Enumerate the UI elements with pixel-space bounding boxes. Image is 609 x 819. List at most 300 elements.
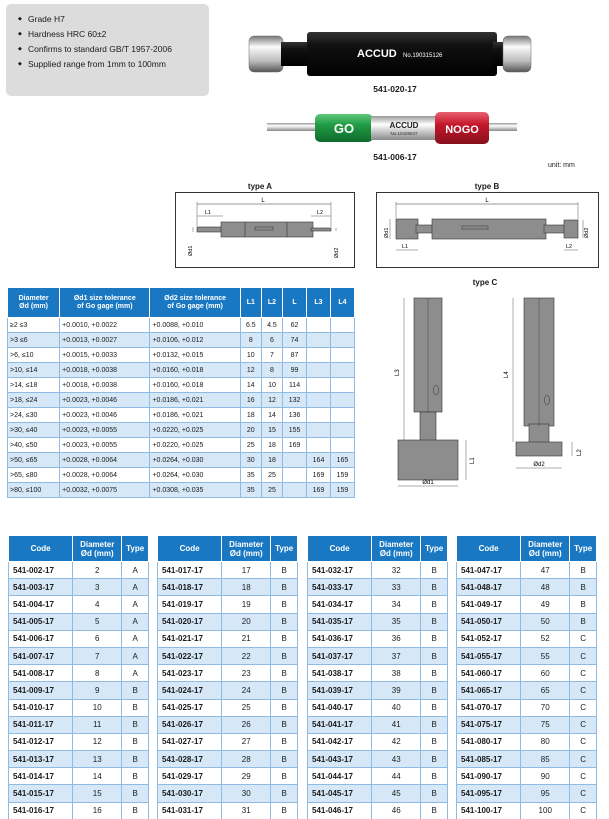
table-row [9, 785, 149, 802]
table-row [457, 682, 597, 699]
table-row [8, 483, 355, 498]
product-code-cell: 541-016-17 [9, 802, 73, 819]
table-row [9, 630, 149, 647]
table-cell: 21 [222, 630, 271, 647]
column-header: Code [308, 536, 372, 562]
plug-gauge-image-1 [245, 28, 535, 80]
table-cell: 18 [261, 453, 282, 468]
product-code-cell: 541-006-17 [9, 630, 73, 647]
table-cell: 30 [222, 785, 271, 802]
table-cell: 132 [283, 393, 307, 408]
table-row [457, 613, 597, 630]
table-cell: B [421, 665, 448, 682]
table-cell: 22 [222, 647, 271, 664]
plug-gauge-image-2 [265, 108, 520, 148]
table-cell: +0.0028, +0.0064 [60, 453, 150, 468]
table-cell: B [421, 613, 448, 630]
table-cell: 13 [73, 751, 122, 768]
table-cell: 9 [73, 682, 122, 699]
table-cell: 25 [240, 438, 261, 453]
table-cell: +0.0028, +0.0064 [60, 468, 150, 483]
dim-l2: L2 [317, 210, 324, 216]
table-cell [307, 333, 331, 348]
table-cell: +0.0018, +0.0038 [60, 363, 150, 378]
table-cell: B [421, 768, 448, 785]
table-cell: A [122, 562, 149, 579]
table-cell: +0.0018, +0.0038 [60, 378, 150, 393]
table-cell: B [421, 562, 448, 579]
table-cell: +0.0132, +0.015 [150, 348, 240, 363]
table-cell: C [570, 768, 597, 785]
table-row [308, 768, 448, 785]
table-cell: B [271, 802, 298, 819]
table-cell [283, 453, 307, 468]
table-cell: B [421, 630, 448, 647]
table-row [9, 647, 149, 664]
product-code-cell: 541-055-17 [457, 647, 521, 664]
table-cell: B [421, 751, 448, 768]
table-cell: 159 [330, 468, 354, 483]
table-cell: +0.0013, +0.0027 [60, 333, 150, 348]
table-cell: B [122, 768, 149, 785]
column-header: Type [570, 536, 597, 562]
table-cell: A [122, 665, 149, 682]
table-cell: A [122, 579, 149, 596]
table-row [457, 630, 597, 647]
table-row [457, 562, 597, 579]
table-cell: 155 [283, 423, 307, 438]
column-header: Type [122, 536, 149, 562]
table-cell: 95 [521, 785, 570, 802]
product-code-cell: 541-021-17 [158, 630, 222, 647]
table-cell: B [271, 665, 298, 682]
table-cell: C [570, 665, 597, 682]
table-cell: 165 [330, 453, 354, 468]
table-cell: 164 [307, 453, 331, 468]
table-cell: C [570, 716, 597, 733]
table-row [158, 699, 298, 716]
table-row [158, 802, 298, 819]
table-row [457, 579, 597, 596]
product-code-cell: 541-065-17 [457, 682, 521, 699]
product-code-1: 541-020-17 [373, 84, 417, 94]
table-cell: B [271, 733, 298, 750]
table-cell [307, 318, 331, 333]
dim-l1: L1 [205, 210, 212, 216]
table-cell: 39 [372, 682, 421, 699]
table-cell: +0.0023, +0.0046 [60, 393, 150, 408]
table-row [457, 768, 597, 785]
table-cell: 35 [240, 483, 261, 498]
table-cell: 23 [222, 665, 271, 682]
table-row [158, 733, 298, 750]
table-cell: >18, ≤24 [8, 393, 60, 408]
table-cell: 20 [240, 423, 261, 438]
table-row [9, 579, 149, 596]
table-cell [330, 423, 354, 438]
column-header: Type [421, 536, 448, 562]
table-row [158, 596, 298, 613]
table-cell: 169 [307, 483, 331, 498]
table-cell: B [271, 682, 298, 699]
column-header: Ød2 size tolerance of Go gage (mm) [150, 288, 240, 318]
table-cell: 49 [521, 596, 570, 613]
table-cell: 74 [283, 333, 307, 348]
table-cell: +0.0032, +0.0075 [60, 483, 150, 498]
features-box [6, 4, 209, 96]
dim-d1: Ød1 [422, 480, 434, 486]
table-row [308, 596, 448, 613]
table-cell: B [421, 785, 448, 802]
table-row [8, 438, 355, 453]
product-code-cell: 541-041-17 [308, 716, 372, 733]
table-row [9, 716, 149, 733]
code-table [157, 535, 298, 819]
column-header: L1 [240, 288, 261, 318]
table-cell: B [122, 682, 149, 699]
table-row [457, 802, 597, 819]
table-cell: >24, ≤30 [8, 408, 60, 423]
table-row [308, 716, 448, 733]
product-code-cell: 541-044-17 [308, 768, 372, 785]
product-code-cell: 541-004-17 [9, 596, 73, 613]
table-cell [307, 378, 331, 393]
product-code-cell: 541-005-17 [9, 613, 73, 630]
type-c-title: type C [472, 278, 498, 287]
table-row [457, 647, 597, 664]
table-row [9, 733, 149, 750]
product-code-cell: 541-029-17 [158, 768, 222, 785]
table-cell: A [122, 630, 149, 647]
product-code-cell: 541-050-17 [457, 613, 521, 630]
dim-l: L [485, 198, 489, 204]
table-cell: 10 [261, 378, 282, 393]
table-cell: B [421, 699, 448, 716]
table-row [308, 630, 448, 647]
table-row [308, 682, 448, 699]
table-cell: >3 ≤6 [8, 333, 60, 348]
column-header: Code [9, 536, 73, 562]
table-cell: 4 [73, 596, 122, 613]
type-b-diagram [376, 192, 599, 268]
product-code-cell: 541-026-17 [158, 716, 222, 733]
table-cell: 36 [372, 630, 421, 647]
table-row [8, 453, 355, 468]
table-cell: 35 [372, 613, 421, 630]
table-cell: 15 [73, 785, 122, 802]
product-code-cell: 541-052-17 [457, 630, 521, 647]
table-row [308, 733, 448, 750]
table-row [8, 408, 355, 423]
table-cell: B [122, 802, 149, 819]
product-code-cell: 541-060-17 [457, 665, 521, 682]
table-cell: 32 [372, 562, 421, 579]
table-cell: A [122, 647, 149, 664]
table-cell: 18 [261, 438, 282, 453]
table-cell: B [271, 768, 298, 785]
table-cell: 38 [372, 665, 421, 682]
table-cell: B [122, 733, 149, 750]
table-cell: 5 [73, 613, 122, 630]
feature-item: ◆ Confirms to standard GB/T 1957-2006 [18, 42, 209, 57]
table-row [457, 785, 597, 802]
table-cell [307, 348, 331, 363]
product-code-cell: 541-003-17 [9, 579, 73, 596]
table-row [8, 333, 355, 348]
product-code-cell: 541-019-17 [158, 596, 222, 613]
dim-l3: L3 [395, 369, 401, 376]
table-cell: 169 [307, 468, 331, 483]
dim-d2: Ød2 [334, 247, 340, 258]
product-code-cell: 541-045-17 [308, 785, 372, 802]
table-cell [307, 393, 331, 408]
product-code-cell: 541-075-17 [457, 716, 521, 733]
table-cell: >14, ≤18 [8, 378, 60, 393]
nogo-label: NOGO [445, 124, 479, 136]
table-cell: +0.0106, +0.012 [150, 333, 240, 348]
table-cell [330, 348, 354, 363]
table-cell: +0.0023, +0.0055 [60, 423, 150, 438]
table-cell: 65 [521, 682, 570, 699]
column-header: L [283, 288, 307, 318]
table-cell: C [570, 802, 597, 819]
table-row [9, 751, 149, 768]
table-cell: 136 [283, 408, 307, 423]
table-cell [330, 393, 354, 408]
table-cell: 18 [240, 408, 261, 423]
product-code-cell: 541-033-17 [308, 579, 372, 596]
product-code-cell: 541-028-17 [158, 751, 222, 768]
product-code-cell: 541-024-17 [158, 682, 222, 699]
table-cell: 30 [240, 453, 261, 468]
table-cell: 12 [240, 363, 261, 378]
table-cell: +0.0160, +0.018 [150, 363, 240, 378]
table-cell: +0.0264, +0.030 [150, 453, 240, 468]
dim-d1: Ød1 [188, 245, 194, 256]
product-code-2: 541-006-17 [373, 152, 417, 162]
table-cell: B [271, 613, 298, 630]
table-cell: +0.0308, +0.035 [150, 483, 240, 498]
table-row [9, 682, 149, 699]
product-code-cell: 541-036-17 [308, 630, 372, 647]
table-cell: 37 [372, 647, 421, 664]
table-cell: >65, ≤80 [8, 468, 60, 483]
table-cell: +0.0186, +0.021 [150, 393, 240, 408]
table-cell: 35 [240, 468, 261, 483]
table-cell: B [570, 596, 597, 613]
product-code-cell: 541-018-17 [158, 579, 222, 596]
table-cell: 20 [222, 613, 271, 630]
product-code-cell: 541-022-17 [158, 647, 222, 664]
table-cell: C [570, 785, 597, 802]
type-b-title: type B [474, 182, 500, 191]
table-cell: 8 [261, 363, 282, 378]
table-cell: 43 [372, 751, 421, 768]
table-cell [283, 468, 307, 483]
product-code-cell: 541-008-17 [9, 665, 73, 682]
table-cell: B [421, 682, 448, 699]
table-cell: 80 [521, 733, 570, 750]
table-row [457, 733, 597, 750]
table-cell: 33 [372, 579, 421, 596]
product-code-cell: 541-046-17 [308, 802, 372, 819]
table-cell: 27 [222, 733, 271, 750]
table-cell: >40, ≤50 [8, 438, 60, 453]
table-row [308, 751, 448, 768]
column-header: Diameter Ød (mm) [222, 536, 271, 562]
table-cell: 26 [222, 716, 271, 733]
table-row [457, 751, 597, 768]
table-cell: B [421, 716, 448, 733]
table-cell: 4.5 [261, 318, 282, 333]
dim-d2: Ød2 [584, 227, 590, 238]
code-table [307, 535, 448, 819]
product-code-cell: 541-037-17 [308, 647, 372, 664]
table-cell: B [421, 647, 448, 664]
column-header: Diameter Ød (mm) [73, 536, 122, 562]
table-row [457, 699, 597, 716]
table-cell [330, 378, 354, 393]
table-cell: 42 [372, 733, 421, 750]
table-cell: B [122, 785, 149, 802]
product-code-cell: 541-042-17 [308, 733, 372, 750]
table-cell: +0.0010, +0.0022 [60, 318, 150, 333]
table-cell: 8 [73, 665, 122, 682]
code-table [456, 535, 597, 819]
table-row [308, 613, 448, 630]
table-cell: B [570, 562, 597, 579]
brand-logo: ACCUD [357, 48, 397, 60]
product-code-cell: 541-047-17 [457, 562, 521, 579]
table-cell: 3 [73, 579, 122, 596]
table-cell: B [271, 579, 298, 596]
table-cell: 70 [521, 699, 570, 716]
table-cell: B [271, 630, 298, 647]
unit-label: unit: mm [548, 162, 575, 169]
product-code-cell: 541-048-17 [457, 579, 521, 596]
table-row [158, 751, 298, 768]
product-code-cell: 541-030-17 [158, 785, 222, 802]
table-row [8, 468, 355, 483]
table-row [158, 562, 298, 579]
table-cell: B [122, 751, 149, 768]
product-code-cell: 541-015-17 [9, 785, 73, 802]
dim-l: L [261, 198, 265, 204]
table-cell: +0.0186, +0.021 [150, 408, 240, 423]
product-code-cell: 541-023-17 [158, 665, 222, 682]
table-cell: >50, ≤65 [8, 453, 60, 468]
dim-d1: Ød1 [384, 227, 390, 238]
table-cell: ≥2 ≤3 [8, 318, 60, 333]
table-cell: 52 [521, 630, 570, 647]
table-cell: 16 [73, 802, 122, 819]
table-row [9, 562, 149, 579]
table-row [158, 716, 298, 733]
table-cell: B [421, 802, 448, 819]
dim-l4: L4 [504, 371, 510, 378]
table-cell: 159 [330, 483, 354, 498]
table-row [457, 665, 597, 682]
table-cell: 2 [73, 562, 122, 579]
table-row [158, 630, 298, 647]
table-cell [307, 438, 331, 453]
table-cell: 12 [73, 733, 122, 750]
table-row [308, 699, 448, 716]
type-a-diagram [175, 192, 355, 268]
table-cell: B [271, 562, 298, 579]
table-cell: A [122, 613, 149, 630]
table-cell: 60 [521, 665, 570, 682]
table-row [457, 596, 597, 613]
table-cell: +0.0160, +0.018 [150, 378, 240, 393]
dim-l2: L2 [577, 449, 583, 456]
table-cell: +0.0264, +0.030 [150, 468, 240, 483]
tolerance-table [7, 287, 355, 498]
table-cell: +0.0220, +0.025 [150, 423, 240, 438]
table-row [308, 785, 448, 802]
table-cell: 44 [372, 768, 421, 785]
feature-item: ◆ Supplied range from 1mm to 100mm [18, 57, 209, 72]
code-table [8, 535, 149, 819]
table-cell: 75 [521, 716, 570, 733]
table-cell: 10 [73, 699, 122, 716]
table-cell: 90 [521, 768, 570, 785]
feature-item: ◆ Hardness HRC 60±2 [18, 27, 209, 42]
table-cell: +0.0015, +0.0033 [60, 348, 150, 363]
table-cell: B [271, 596, 298, 613]
table-cell: C [570, 751, 597, 768]
product-code-cell: 541-039-17 [308, 682, 372, 699]
table-cell [330, 408, 354, 423]
table-cell: C [570, 682, 597, 699]
table-row [158, 665, 298, 682]
table-cell: B [122, 716, 149, 733]
table-cell: 6 [73, 630, 122, 647]
table-cell: +0.0088, +0.010 [150, 318, 240, 333]
table-cell: B [421, 596, 448, 613]
table-row [9, 665, 149, 682]
table-cell: 85 [521, 751, 570, 768]
table-cell: 25 [261, 483, 282, 498]
table-cell: 16 [240, 393, 261, 408]
product-code-cell: 541-013-17 [9, 751, 73, 768]
column-header: Code [158, 536, 222, 562]
go-label: GO [333, 121, 355, 136]
table-row [457, 716, 597, 733]
table-row [9, 613, 149, 630]
table-row [8, 393, 355, 408]
table-row [9, 802, 149, 819]
table-cell: >6, ≤10 [8, 348, 60, 363]
table-cell [330, 363, 354, 378]
table-row [8, 363, 355, 378]
product-code-cell: 541-040-17 [308, 699, 372, 716]
table-cell [330, 318, 354, 333]
brand-logo: ACCUD [389, 121, 419, 130]
table-cell: >80, ≤100 [8, 483, 60, 498]
column-header: Diameter Ød (mm) [521, 536, 570, 562]
table-row [308, 579, 448, 596]
feature-item: ◆ Grade H7 [18, 12, 209, 27]
column-header: L3 [307, 288, 331, 318]
table-row [9, 768, 149, 785]
table-cell: 24 [222, 682, 271, 699]
table-cell [330, 438, 354, 453]
table-row [8, 423, 355, 438]
product-code-cell: 541-010-17 [9, 699, 73, 716]
table-cell: 15 [261, 423, 282, 438]
table-cell: B [271, 785, 298, 802]
